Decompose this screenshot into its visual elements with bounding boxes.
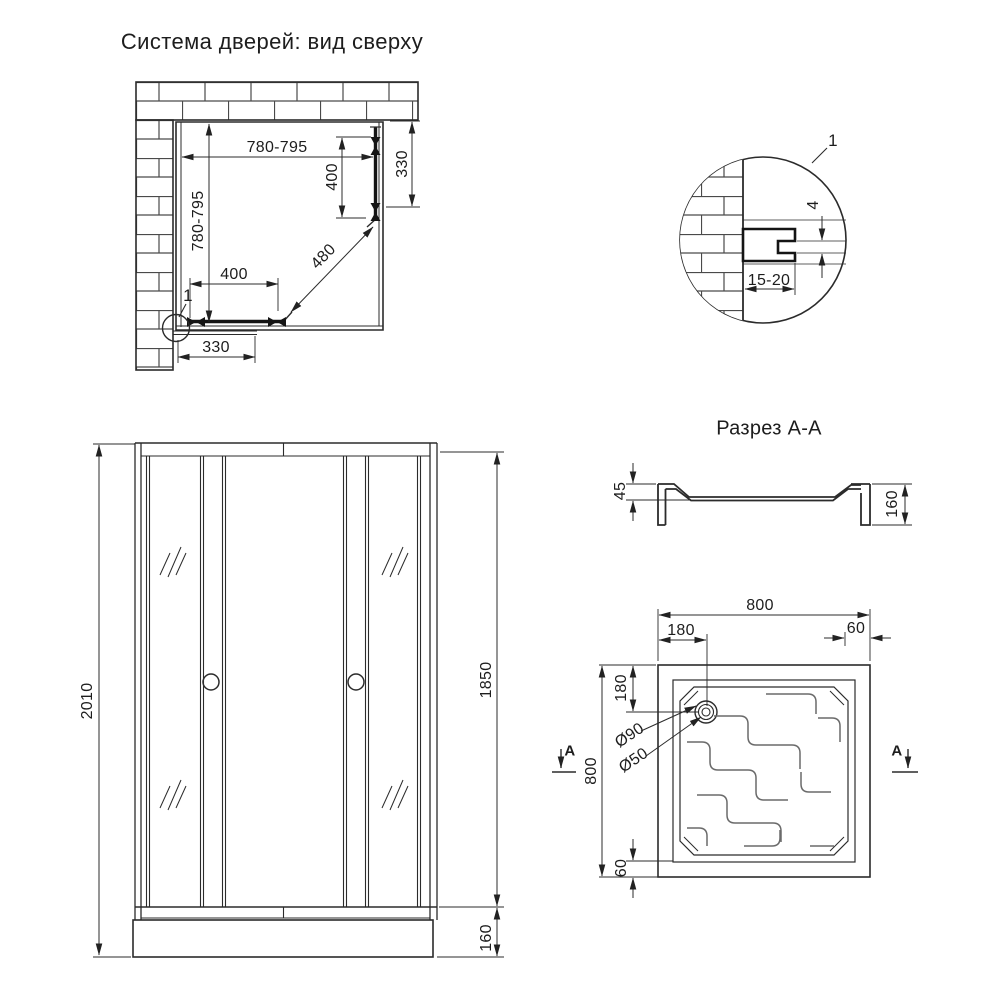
section-height-label: 160 [884,490,901,518]
front-view [93,443,504,957]
front-total-height-label: 2010 [79,682,96,720]
detail-adjustment-label: 15-20 [747,272,791,289]
top-view-width-label: 780-795 [246,139,308,156]
top-view-diagonal-label: 480 [307,240,340,273]
section-inner-depth-label: 45 [612,481,629,501]
tray-depth-label: 800 [583,757,600,785]
section-title: Разрез А-А [716,417,822,440]
tray-view [552,609,918,898]
front-door-height-label: 1850 [478,661,495,699]
tray-drain-offset-y-label: 180 [613,674,630,702]
tray-width-label: 800 [746,597,774,614]
detail-glass-thickness-label: 4 [805,200,822,210]
section-marker-left: A [564,742,576,760]
top-view-right-offset-label: 330 [394,150,411,178]
tray-drain-offset-x-label: 180 [667,622,695,639]
tray-rim-bottom-label: 60 [613,858,630,878]
tray-rim-top-label: 60 [846,620,866,637]
top-view-right-door-label: 400 [324,163,341,191]
tray-drain-outer-label: Ø90 [612,719,648,752]
top-view [136,82,420,370]
tray-drain-inner-label: Ø50 [616,744,652,777]
front-tray-height-label: 160 [478,924,495,952]
detail-ref-label: 1 [828,131,838,150]
top-view-bottom-door-label: 400 [220,266,248,283]
detail-view [679,148,846,324]
top-view-bottom-offset-label: 330 [202,339,230,356]
top-view-detail-ref: 1 [183,286,193,305]
section-marker-right: A [891,742,903,760]
section-view [626,463,912,525]
page-title: Система дверей: вид сверху [120,29,424,54]
top-view-depth-label: 780-795 [190,190,207,252]
